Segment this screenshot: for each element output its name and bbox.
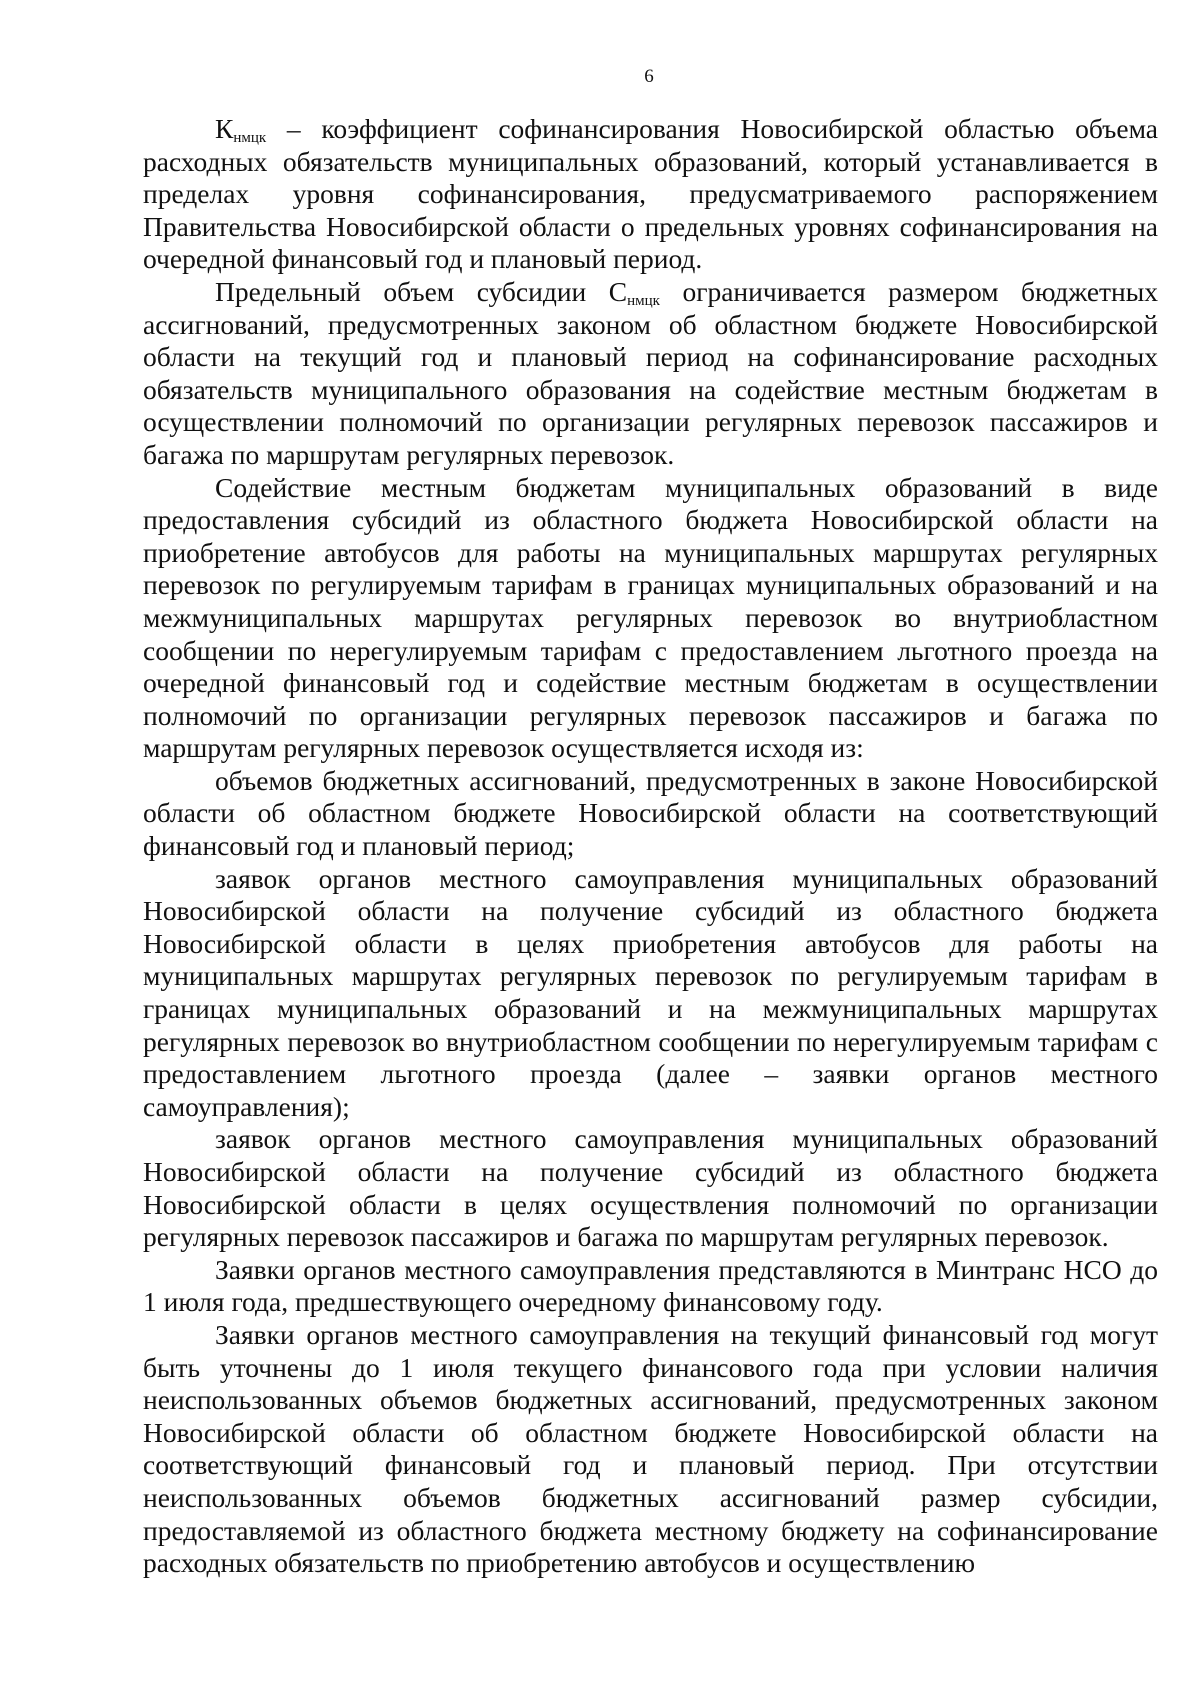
paragraph-application-deadline: Заявки органов местного самоуправления представляются в Минтранс НСО до 1 июля года, предшествующего очередному финансовому году. — [143, 1253, 1158, 1318]
paragraph-application-refinement: Заявки органов местного самоуправления на текущий финансовый год могут быть уточнены до 1 июля текущего финансового года при условии наличия неиспользованных объемов бюджетных ассигнований, предусмотренных законом Новосибирской области об областном бюджете Новосибирской области на соответствующий финансовый год и плановый период. При отсутствии неиспользованных объемов бюджетных ассигнований размер субсидии, предоставляемой из областного бюджета местному бюджету на софинансирование расходных обязательств по приобретению автобусов и осуществлению — [143, 1318, 1158, 1579]
coefficient-symbol: К — [215, 113, 234, 144]
paragraph-subsidy-limit — [143, 276, 1158, 472]
document-body — [143, 113, 1158, 1580]
subsidy-subscript: нмцк — [627, 292, 660, 309]
paragraph-assistance-basis: Содействие местным бюджетам муниципальных образований в виде предоставления субсидий из областного бюджета Новосибирской области на приобретение автобусов для работы на муниципальных маршрутах регулярных перевозок по регулируемым тарифам в границах муниципальных образований и на межмуниципальных маршрутах регулярных перевозок во внутриобластном сообщении по нерегулируемым тарифам с предоставлением льготного проезда на очередной финансовый год и содействие местным бюджетам в осуществлении полномочий по организации регулярных перевозок пассажиров и багажа по маршрутам регулярных перевозок осуществляется исходя из: — [143, 471, 1158, 764]
paragraph-text-start: Предельный объем субсидии С — [215, 275, 628, 307]
paragraph-transport-applications: заявок органов местного самоуправления муниципальных образований Новосибирской области на получение субсидий из областного бюджета Новосибирской области в целях осуществления полномочий по организации регулярных перевозок пассажиров и багажа по маршрутам регулярных перевозок. — [143, 1123, 1158, 1253]
paragraph-text: – коэффициент софинансирования Новосибирской областью объема расходных обязательств муниципальных образований, который устанавливается в пределах уровня софинансирования, предусматриваемого распоряжением Правительства Новосибирской области о предельных уровнях софинансирования на очередной финансовый год и плановый период. — [143, 113, 1158, 275]
paragraph-coefficient-definition — [143, 113, 1158, 276]
page-number: 6 — [644, 66, 654, 87]
coefficient-subscript: нмцк — [233, 130, 267, 146]
paragraph-budget-volumes: объемов бюджетных ассигнований, предусмотренных в законе Новосибирской области об областном бюджете Новосибирской области на соответствующий финансовый год и плановый период; — [143, 764, 1158, 862]
paragraph-bus-purchase-applications: заявок органов местного самоуправления муниципальных образований Новосибирской области на получение субсидий из областного бюджета Новосибирской области в целях приобретения автобусов для работы на муниципальных маршрутах регулярных перевозок по регулируемым тарифам в границах муниципальных образований и на межмуниципальных маршрутах регулярных перевозок во внутриобластном сообщении по нерегулируемым тарифам с предоставлением льготного проезда (далее – заявки органов местного самоуправления); — [143, 862, 1158, 1122]
paragraph-text-end: ограничивается размером бюджетных ассигнований, предусмотренных законом об областном бюджете Новосибирской области на текущий год и плановый период на софинансирование расходных обязательств муниципального образования на содействие местным бюджетам в осуществлении полномочий по организации регулярных перевозок пассажиров и багажа по маршрутам регулярных перевозок. — [143, 275, 1158, 470]
